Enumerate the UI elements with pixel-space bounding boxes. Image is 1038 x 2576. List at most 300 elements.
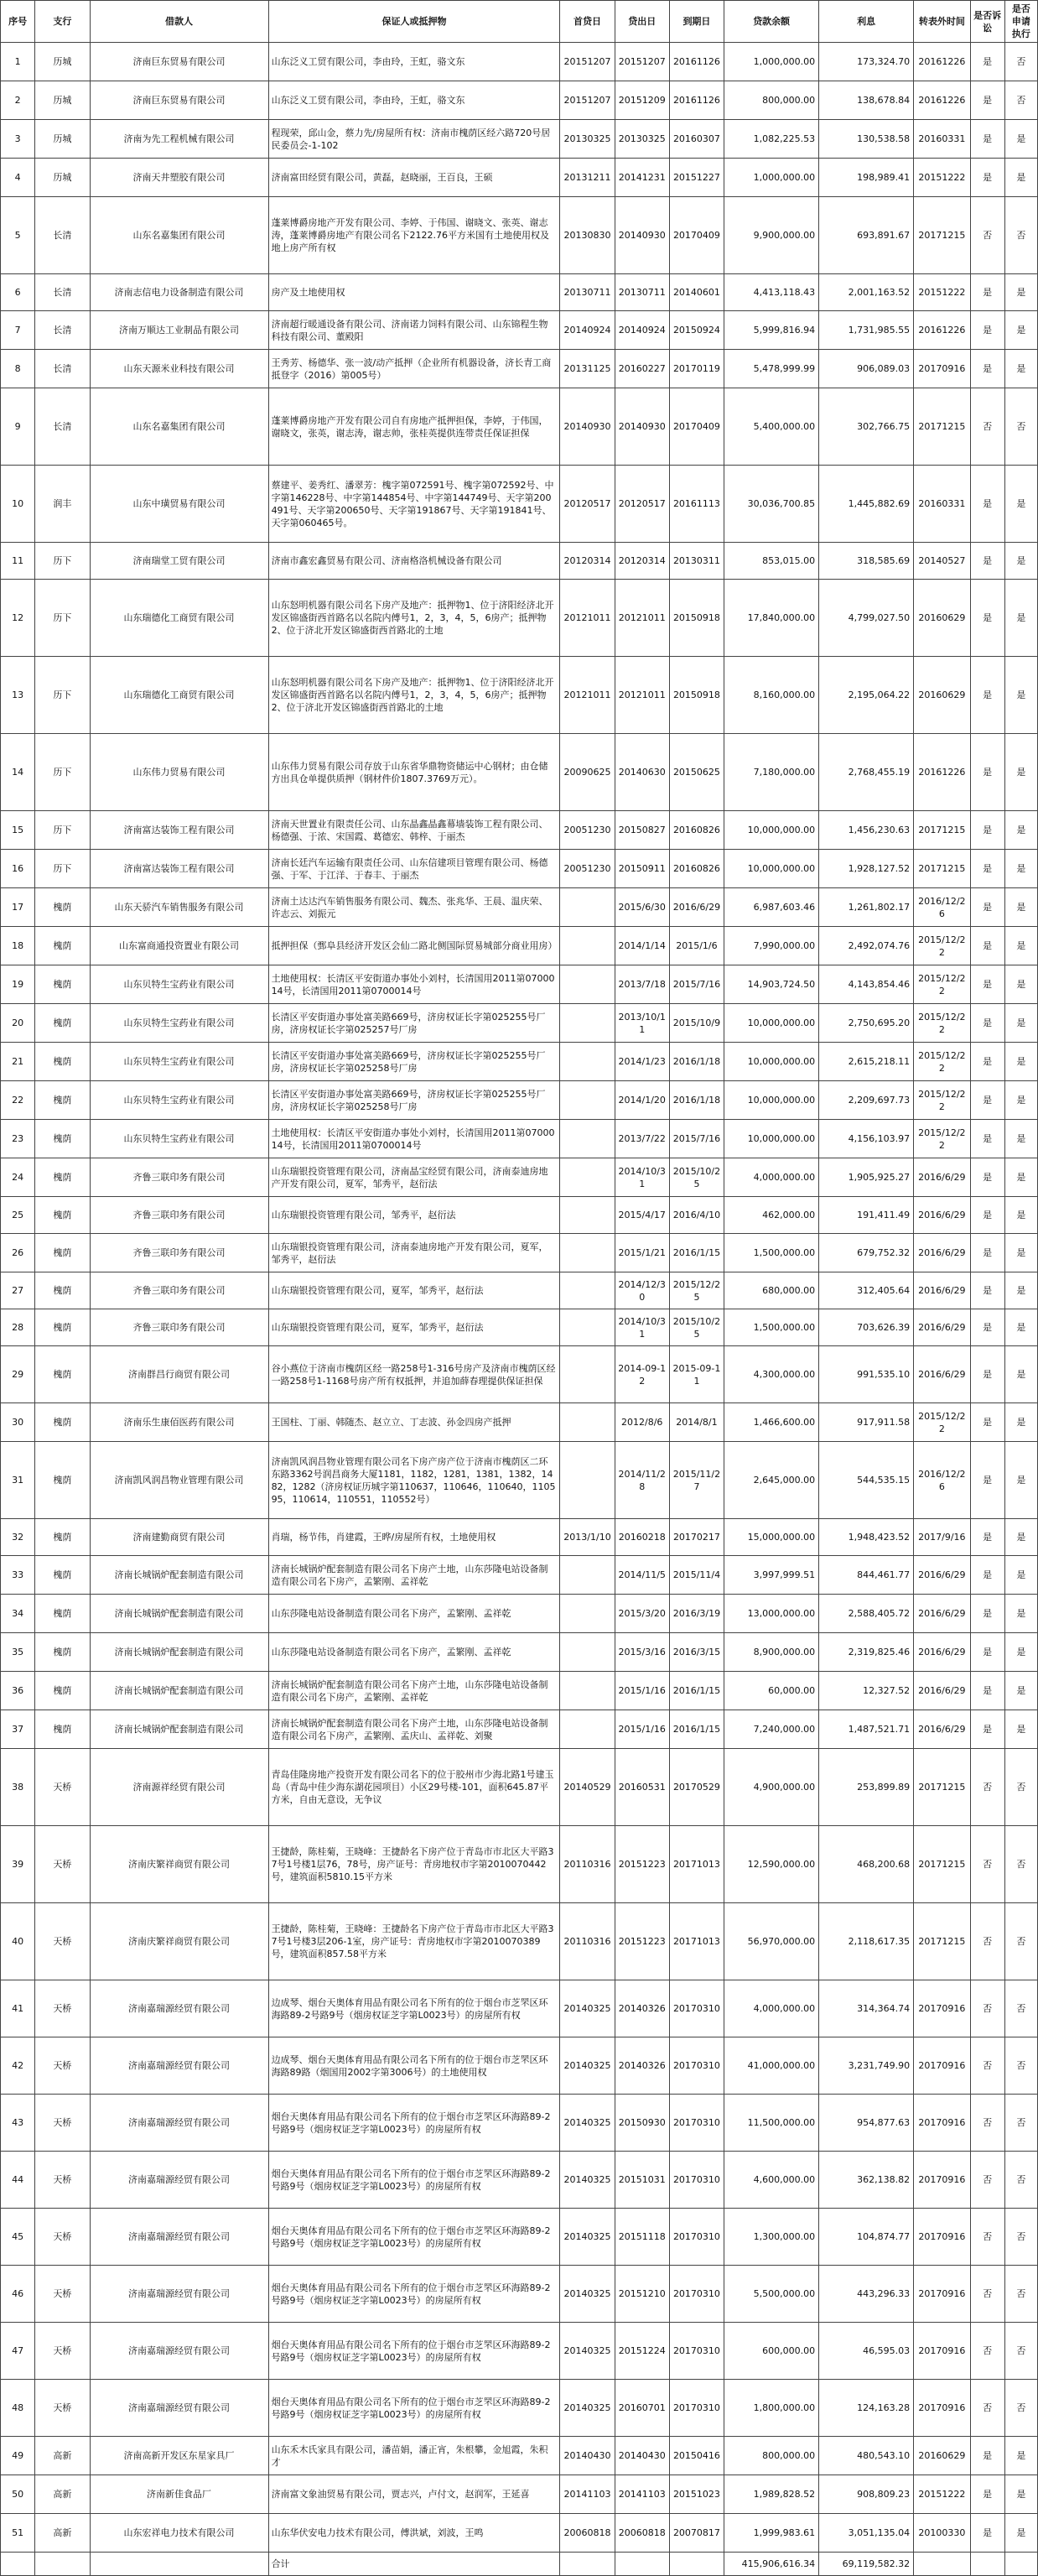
cell-litigation: 是 xyxy=(970,1403,1004,1442)
cell-interest: 1,445,882.69 xyxy=(819,466,914,543)
cell-no: 45 xyxy=(1,2209,35,2266)
cell-issue-date: 20160218 xyxy=(615,1519,669,1556)
cell-branch: 历城 xyxy=(35,43,90,81)
cell-litigation: 是 xyxy=(970,2437,1004,2475)
table-row xyxy=(1,2266,1038,2323)
cell-execution: 否 xyxy=(1004,2037,1037,2095)
col-header-first-loan-date: 首贷日 xyxy=(560,1,615,43)
cell-balance: 1,500,000.00 xyxy=(724,1309,819,1346)
cell-litigation: 是 xyxy=(970,81,1004,120)
cell-interest: 991,535.10 xyxy=(819,1346,914,1403)
cell-interest: 130,538.58 xyxy=(819,120,914,159)
cell-interest: 12,327.52 xyxy=(819,1672,914,1710)
cell-borrower: 济南嘉瑞源经贸有限公司 xyxy=(90,2380,268,2437)
cell-interest: 2,195,064.22 xyxy=(819,657,914,734)
cell-balance: 1,999,983.61 xyxy=(724,2514,819,2553)
cell-off-sheet-date: 20160629 xyxy=(914,580,970,657)
cell-off-sheet-date: 20170916 xyxy=(914,2152,970,2209)
cell-due-date: 20170409 xyxy=(669,388,724,466)
cell-issue-date: 20150827 xyxy=(615,811,669,850)
cell-interest: 302,766.75 xyxy=(819,388,914,466)
cell-off-sheet-date: 2016/6/29 xyxy=(914,1158,970,1197)
cell-balance: 17,840,000.00 xyxy=(724,580,819,657)
cell-execution: 否 xyxy=(1004,1903,1037,1980)
table-row xyxy=(1,811,1038,850)
cell-borrower: 济南长城锅炉配套制造有限公司 xyxy=(90,1633,268,1672)
cell-borrower: 齐鲁三联印务有限公司 xyxy=(90,1234,268,1272)
cell-branch: 天桥 xyxy=(35,2095,90,2152)
cell-borrower: 山东富商通投资置业有限公司 xyxy=(90,927,268,965)
cell-litigation: 是 xyxy=(970,850,1004,888)
col-header-issue-date: 贷出日 xyxy=(615,1,669,43)
cell-interest: 679,752.32 xyxy=(819,1234,914,1272)
cell-branch: 历下 xyxy=(35,734,90,811)
cell-issue-date: 2014/1/23 xyxy=(615,1043,669,1081)
cell-guarantor: 山东怒明机器有限公司名下房产及地产：抵押物1、位于济阳经济北开发区锦盛街西首路名以名院内傅号1，2，3，4，5，6房产；抵押物2、位于济北开发区锦盛街西首路北的土地 xyxy=(268,657,560,734)
cell-no: 32 xyxy=(1,1519,35,1556)
cell-execution: 是 xyxy=(1004,811,1037,850)
cell-off-sheet-date: 20161226 xyxy=(914,81,970,120)
cell-interest: 198,989.41 xyxy=(819,159,914,197)
cell-borrower: 济南富达装饰工程有限公司 xyxy=(90,811,268,850)
cell-balance: 30,036,700.85 xyxy=(724,466,819,543)
cell-litigation: 是 xyxy=(970,965,1004,1004)
total-cell-borrower xyxy=(90,2553,268,2576)
cell-no: 20 xyxy=(1,1004,35,1043)
cell-off-sheet-date: 2016/12/26 xyxy=(914,888,970,927)
cell-guarantor: 山东瑞银投资管理有限公司，济南泰迪房地产开发有限公司，夏军，邹秀平，赵衍法 xyxy=(268,1234,560,1272)
cell-branch: 历下 xyxy=(35,850,90,888)
cell-due-date: 2015/10/25 xyxy=(669,1158,724,1197)
col-header-balance: 贷款余额 xyxy=(724,1,819,43)
cell-borrower: 齐鲁三联印务有限公司 xyxy=(90,1197,268,1234)
table-row xyxy=(1,2437,1038,2475)
cell-guarantor: 济南超行暖通设备有限公司、济南诺力饲料有限公司、山东锦程生物科技有限公司、董殿阳 xyxy=(268,311,560,350)
cell-due-date: 2016/1/18 xyxy=(669,1043,724,1081)
cell-guarantor: 济南长廷汽车运输有限责任公司、山东信建项目管理有限公司、杨德强、于军、于江洋、于春丰、于丽杰 xyxy=(268,850,560,888)
cell-interest: 1,928,127.52 xyxy=(819,850,914,888)
cell-branch: 历下 xyxy=(35,580,90,657)
table-row xyxy=(1,657,1038,734)
total-cell-due xyxy=(669,2553,724,2576)
cell-branch: 槐荫 xyxy=(35,1004,90,1043)
cell-balance: 1,466,600.00 xyxy=(724,1403,819,1442)
cell-branch: 槐荫 xyxy=(35,1158,90,1197)
cell-off-sheet-date: 20140527 xyxy=(914,543,970,580)
cell-guarantor: 山东瑞银投资管理有限公司，夏军，邹秀平，赵衍法 xyxy=(268,1272,560,1309)
cell-due-date: 2016/4/10 xyxy=(669,1197,724,1234)
cell-litigation: 是 xyxy=(970,580,1004,657)
cell-litigation: 是 xyxy=(970,811,1004,850)
cell-guarantor: 长清区平安街道办事处富美路669号，济房权证长字第025255号厂房，济房权证长字第025258号厂房 xyxy=(268,1081,560,1120)
cell-borrower: 济南凯风润昌物业管理有限公司 xyxy=(90,1442,268,1519)
cell-execution: 是 xyxy=(1004,580,1037,657)
cell-interest: 1,487,521.71 xyxy=(819,1710,914,1749)
cell-interest: 3,231,749.90 xyxy=(819,2037,914,2095)
cell-guarantor: 山东怒明机器有限公司名下房产及地产：抵押物1、位于济阳经济北开发区锦盛街西首路名以名院内傅号1，2，3，4，5，6房产；抵押物2、位于济北开发区锦盛街西首路北的土地 xyxy=(268,580,560,657)
col-header-execution: 是否申请执行 xyxy=(1004,1,1037,43)
cell-no: 38 xyxy=(1,1749,35,1826)
table-row xyxy=(1,2380,1038,2437)
cell-due-date: 20170217 xyxy=(669,1519,724,1556)
cell-branch: 槐荫 xyxy=(35,1197,90,1234)
cell-interest: 908,809.23 xyxy=(819,2475,914,2514)
cell-litigation: 是 xyxy=(970,350,1004,388)
cell-no: 5 xyxy=(1,197,35,274)
table-row xyxy=(1,466,1038,543)
cell-balance: 15,000,000.00 xyxy=(724,1519,819,1556)
cell-balance: 14,903,724.50 xyxy=(724,965,819,1004)
cell-execution: 是 xyxy=(1004,1403,1037,1442)
cell-litigation: 是 xyxy=(970,1519,1004,1556)
cell-issue-date: 2015/3/16 xyxy=(615,1633,669,1672)
cell-borrower: 山东宏祥电力技术有限公司 xyxy=(90,2514,268,2553)
table-row xyxy=(1,2095,1038,2152)
cell-guarantor: 程现荣，邱山金，蔡力先/房屋所有权：济南市槐荫区经六路720号居民委员会-1-102 xyxy=(268,120,560,159)
cell-branch: 天桥 xyxy=(35,2037,90,2095)
cell-borrower: 济南长城锅炉配套制造有限公司 xyxy=(90,1595,268,1633)
cell-first-loan-date xyxy=(560,1004,615,1043)
cell-issue-date: 20130711 xyxy=(615,274,669,311)
cell-litigation: 是 xyxy=(970,1043,1004,1081)
cell-first-loan-date: 20140325 xyxy=(560,2209,615,2266)
cell-off-sheet-date: 20171215 xyxy=(914,811,970,850)
cell-off-sheet-date: 20161226 xyxy=(914,311,970,350)
table-row xyxy=(1,2152,1038,2209)
cell-execution: 否 xyxy=(1004,2380,1037,2437)
table-row xyxy=(1,1234,1038,1272)
cell-guarantor: 济南市鑫宏鑫贸易有限公司、济南格洛机械设备有限公司 xyxy=(268,543,560,580)
total-row xyxy=(1,2553,1038,2576)
cell-first-loan-date xyxy=(560,1120,615,1158)
cell-litigation: 是 xyxy=(970,274,1004,311)
cell-guarantor: 王捷龄，陈桂菊，王晓峰：王捷龄名下房产位于青岛市市北区大平路37号1号楼1层76，78号，房产证号：青房地权市字第2010070442号，建筑面积5810.15平方米 xyxy=(268,1826,560,1903)
cell-first-loan-date: 20060818 xyxy=(560,2514,615,2553)
cell-guarantor: 山东瑞银投资管理有限公司，济南晶宝经贸有限公司，济南泰迪房地产开发有限公司，夏军，邹秀平，赵衍法 xyxy=(268,1158,560,1197)
cell-execution: 是 xyxy=(1004,1556,1037,1595)
cell-due-date: 2015/11/27 xyxy=(669,1442,724,1519)
cell-interest: 2,750,695.20 xyxy=(819,1004,914,1043)
cell-guarantor: 济南土达达汽车销售服务有限公司、魏杰、张兆华、王晨、温庆荣、许志云、刘振元 xyxy=(268,888,560,927)
total-cell-exec xyxy=(1004,2553,1037,2576)
cell-borrower: 济南为先工程机械有限公司 xyxy=(90,120,268,159)
cell-guarantor: 山东瑞银投资管理有限公司，夏军，邹秀平，赵衍法 xyxy=(268,1309,560,1346)
cell-litigation: 是 xyxy=(970,1081,1004,1120)
cell-interest: 544,535.15 xyxy=(819,1442,914,1519)
cell-balance: 56,970,000.00 xyxy=(724,1903,819,1980)
cell-borrower: 济南嘉瑞源经贸有限公司 xyxy=(90,2209,268,2266)
cell-guarantor: 蓬莱博爵房地产开发有限公司自有房地产抵押担保，李婷，于伟国，谢晓文，张英，谢志涛，谢志帅，张桂英提供连带责任保证担保 xyxy=(268,388,560,466)
cell-first-loan-date: 20110316 xyxy=(560,1826,615,1903)
cell-no: 27 xyxy=(1,1272,35,1309)
cell-off-sheet-date: 20170916 xyxy=(914,1980,970,2037)
cell-execution: 否 xyxy=(1004,2095,1037,2152)
cell-off-sheet-date: 2016/6/29 xyxy=(914,1234,970,1272)
cell-due-date: 20150924 xyxy=(669,311,724,350)
cell-due-date: 20170310 xyxy=(669,2380,724,2437)
cell-execution: 否 xyxy=(1004,1749,1037,1826)
table-row xyxy=(1,120,1038,159)
cell-due-date: 20151023 xyxy=(669,2475,724,2514)
cell-due-date: 2015/11/4 xyxy=(669,1556,724,1595)
cell-no: 33 xyxy=(1,1556,35,1595)
cell-no: 40 xyxy=(1,1903,35,1980)
cell-branch: 槐荫 xyxy=(35,1633,90,1672)
cell-due-date: 2015/7/16 xyxy=(669,965,724,1004)
cell-off-sheet-date: 2015/12/22 xyxy=(914,1120,970,1158)
cell-balance: 41,000,000.00 xyxy=(724,2037,819,2095)
cell-first-loan-date xyxy=(560,1197,615,1234)
cell-due-date: 2015/1/6 xyxy=(669,927,724,965)
cell-guarantor: 山东华伏安电力技术有限公司，傅洪斌，刘波，王鸣 xyxy=(268,2514,560,2553)
cell-branch: 历城 xyxy=(35,120,90,159)
cell-guarantor: 烟台天奥体育用品有限公司名下所有的位于烟台市芝罘区环海路89-2号路9号（烟房权证芝字第L0023号）的房屋所有权 xyxy=(268,2209,560,2266)
table-row xyxy=(1,388,1038,466)
cell-no: 22 xyxy=(1,1081,35,1120)
cell-first-loan-date xyxy=(560,1403,615,1442)
cell-litigation: 是 xyxy=(970,1120,1004,1158)
cell-off-sheet-date: 2016/6/29 xyxy=(914,1197,970,1234)
cell-litigation: 是 xyxy=(970,927,1004,965)
cell-borrower: 齐鲁三联印务有限公司 xyxy=(90,1272,268,1309)
cell-litigation: 否 xyxy=(970,2209,1004,2266)
cell-guarantor: 山东莎隆电站设备制造有限公司名下房产，孟繁刚、孟祥乾 xyxy=(268,1595,560,1633)
cell-borrower: 山东中璜贸易有限公司 xyxy=(90,466,268,543)
cell-balance: 1,300,000.00 xyxy=(724,2209,819,2266)
table-row xyxy=(1,1120,1038,1158)
cell-off-sheet-date: 20170916 xyxy=(914,2266,970,2323)
cell-balance: 10,000,000.00 xyxy=(724,1120,819,1158)
cell-issue-date: 20151031 xyxy=(615,2152,669,2209)
table-row xyxy=(1,2514,1038,2553)
table-row xyxy=(1,1403,1038,1442)
cell-litigation: 是 xyxy=(970,159,1004,197)
table-row xyxy=(1,274,1038,311)
cell-issue-date: 20140326 xyxy=(615,1980,669,2037)
cell-branch: 槐荫 xyxy=(35,1595,90,1633)
ledger-body xyxy=(1,43,1038,2553)
cell-litigation: 是 xyxy=(970,1556,1004,1595)
cell-due-date: 20161126 xyxy=(669,43,724,81)
cell-off-sheet-date: 2015/12/22 xyxy=(914,927,970,965)
cell-due-date: 20171013 xyxy=(669,1903,724,1980)
cell-no: 11 xyxy=(1,543,35,580)
cell-borrower: 山东贝特生宝药业有限公司 xyxy=(90,965,268,1004)
cell-first-loan-date: 20151207 xyxy=(560,81,615,120)
cell-branch: 槐荫 xyxy=(35,1403,90,1442)
cell-no: 7 xyxy=(1,311,35,350)
cell-execution: 是 xyxy=(1004,2475,1037,2514)
cell-first-loan-date: 20140325 xyxy=(560,2380,615,2437)
cell-litigation: 否 xyxy=(970,197,1004,274)
cell-borrower: 济南志信电力设备制造有限公司 xyxy=(90,274,268,311)
cell-first-loan-date xyxy=(560,888,615,927)
cell-balance: 5,500,000.00 xyxy=(724,2266,819,2323)
total-interest: 69,119,582.32 xyxy=(819,2553,914,2576)
cell-branch: 历下 xyxy=(35,543,90,580)
cell-due-date: 2015/7/16 xyxy=(669,1120,724,1158)
cell-execution: 否 xyxy=(1004,2266,1037,2323)
cell-borrower: 济南庆繁祥商贸有限公司 xyxy=(90,1826,268,1903)
cell-due-date: 20170409 xyxy=(669,197,724,274)
cell-execution: 否 xyxy=(1004,81,1037,120)
cell-interest: 312,405.64 xyxy=(819,1272,914,1309)
cell-first-loan-date xyxy=(560,1309,615,1346)
header-row xyxy=(1,1,1038,43)
cell-branch: 天桥 xyxy=(35,2209,90,2266)
cell-no: 35 xyxy=(1,1633,35,1672)
cell-interest: 2,588,405.72 xyxy=(819,1595,914,1633)
cell-interest: 2,209,697.73 xyxy=(819,1081,914,1120)
cell-balance: 5,999,816.94 xyxy=(724,311,819,350)
cell-issue-date: 20140930 xyxy=(615,388,669,466)
cell-litigation: 是 xyxy=(970,466,1004,543)
table-row xyxy=(1,965,1038,1004)
cell-execution: 是 xyxy=(1004,274,1037,311)
cell-balance: 8,160,000.00 xyxy=(724,657,819,734)
cell-litigation: 否 xyxy=(970,1749,1004,1826)
cell-first-loan-date: 20121011 xyxy=(560,580,615,657)
cell-borrower: 山东名嘉集团有限公司 xyxy=(90,197,268,274)
cell-interest: 4,156,103.97 xyxy=(819,1120,914,1158)
cell-first-loan-date xyxy=(560,1158,615,1197)
cell-litigation: 是 xyxy=(970,1346,1004,1403)
cell-borrower: 济南长城锅炉配套制造有限公司 xyxy=(90,1556,268,1595)
cell-issue-date: 20151223 xyxy=(615,1903,669,1980)
col-header-interest: 利息 xyxy=(819,1,914,43)
table-row xyxy=(1,1081,1038,1120)
total-cell-first xyxy=(560,2553,615,2576)
table-row xyxy=(1,81,1038,120)
cell-issue-date: 2012/8/6 xyxy=(615,1403,669,1442)
table-row xyxy=(1,850,1038,888)
cell-balance: 4,000,000.00 xyxy=(724,1980,819,2037)
cell-litigation: 否 xyxy=(970,2266,1004,2323)
cell-litigation: 是 xyxy=(970,1710,1004,1749)
cell-litigation: 是 xyxy=(970,1272,1004,1309)
cell-litigation: 是 xyxy=(970,120,1004,159)
cell-balance: 7,990,000.00 xyxy=(724,927,819,965)
cell-first-loan-date: 20140325 xyxy=(560,2152,615,2209)
cell-issue-date: 20151207 xyxy=(615,43,669,81)
cell-balance: 1,000,000.00 xyxy=(724,43,819,81)
cell-no: 37 xyxy=(1,1710,35,1749)
cell-litigation: 否 xyxy=(970,2152,1004,2209)
cell-execution: 是 xyxy=(1004,657,1037,734)
table-row xyxy=(1,543,1038,580)
cell-due-date: 20161113 xyxy=(669,466,724,543)
cell-no: 28 xyxy=(1,1309,35,1346)
cell-balance: 8,900,000.00 xyxy=(724,1633,819,1672)
cell-guarantor: 山东伟力贸易有限公司存放于山东省华鼎物资储运中心钢材；由仓储方出具仓单提供质押（钢材件价1807.3769万元）。 xyxy=(268,734,560,811)
cell-balance: 2,645,000.00 xyxy=(724,1442,819,1519)
cell-borrower: 济南嘉瑞源经贸有限公司 xyxy=(90,2095,268,2152)
cell-due-date: 20170529 xyxy=(669,1749,724,1826)
cell-no: 46 xyxy=(1,2266,35,2323)
cell-first-loan-date: 20051230 xyxy=(560,811,615,850)
table-row xyxy=(1,927,1038,965)
cell-guarantor: 边成琴、烟台天奥体育用品有限公司名下所有的位于烟台市芝罘区环海路89-2号路9号（烟房权证芝字第L0023号）的房屋所有权 xyxy=(268,1980,560,2037)
cell-no: 50 xyxy=(1,2475,35,2514)
cell-issue-date: 20141103 xyxy=(615,2475,669,2514)
table-row xyxy=(1,1272,1038,1309)
cell-guarantor: 边成琴、烟台天奥体育用品有限公司名下所有的位于烟台市芝罘区环海路89路（烟国用2002字第3006号）的土地使用权 xyxy=(268,2037,560,2095)
cell-interest: 314,364.74 xyxy=(819,1980,914,2037)
cell-borrower: 山东瑞德化工商贸有限公司 xyxy=(90,580,268,657)
cell-interest: 480,543.10 xyxy=(819,2437,914,2475)
cell-execution: 是 xyxy=(1004,1442,1037,1519)
cell-borrower: 济南瑞堂工贸有限公司 xyxy=(90,543,268,580)
cell-branch: 长清 xyxy=(35,388,90,466)
cell-guarantor: 抵押担保（鄄阜县经济开发区会仙二路北侧国际贸易城部分商业用房） xyxy=(268,927,560,965)
cell-due-date: 20160307 xyxy=(669,120,724,159)
cell-first-loan-date: 20141103 xyxy=(560,2475,615,2514)
cell-guarantor: 长清区平安街道办事处富美路669号，济房权证长字第025255号厂房，济房权证长字第025258号厂房 xyxy=(268,1043,560,1081)
cell-issue-date: 20140924 xyxy=(615,311,669,350)
cell-borrower: 济南群昌行商贸有限公司 xyxy=(90,1346,268,1403)
cell-branch: 长清 xyxy=(35,274,90,311)
col-header-branch: 支行 xyxy=(35,1,90,43)
cell-borrower: 济南乐生康佰医药有限公司 xyxy=(90,1403,268,1442)
cell-litigation: 是 xyxy=(970,1197,1004,1234)
cell-branch: 槐荫 xyxy=(35,1043,90,1081)
cell-guarantor: 王捷龄，陈桂菊，王晓峰：王捷龄名下房产位于青岛市市北区大平路37号1号楼3层206-1室，房产证号：青房地权市字第2010070389号，建筑面积857.58平方米 xyxy=(268,1903,560,1980)
cell-issue-date: 20140430 xyxy=(615,2437,669,2475)
cell-no: 14 xyxy=(1,734,35,811)
cell-branch: 润丰 xyxy=(35,466,90,543)
cell-issue-date: 20140630 xyxy=(615,734,669,811)
cell-balance: 4,300,000.00 xyxy=(724,1346,819,1403)
cell-due-date: 20170310 xyxy=(669,2209,724,2266)
cell-off-sheet-date: 2015/12/22 xyxy=(914,1403,970,1442)
cell-interest: 362,138.82 xyxy=(819,2152,914,2209)
cell-due-date: 2016/1/15 xyxy=(669,1234,724,1272)
cell-guarantor: 济南长城锅炉配套制造有限公司名下房产土地，山东莎隆电站设备制造有限公司名下房产，孟繁刚、孟祥乾 xyxy=(268,1672,560,1710)
cell-branch: 槐荫 xyxy=(35,1442,90,1519)
cell-branch: 天桥 xyxy=(35,2152,90,2209)
cell-issue-date: 20151210 xyxy=(615,2266,669,2323)
cell-due-date: 20160826 xyxy=(669,850,724,888)
cell-execution: 是 xyxy=(1004,888,1037,927)
cell-issue-date: 20151209 xyxy=(615,81,669,120)
cell-branch: 历城 xyxy=(35,81,90,120)
cell-due-date: 20170310 xyxy=(669,2095,724,2152)
col-header-no: 序号 xyxy=(1,1,35,43)
cell-balance: 6,987,603.46 xyxy=(724,888,819,927)
cell-balance: 4,900,000.00 xyxy=(724,1749,819,1826)
cell-due-date: 20170310 xyxy=(669,2152,724,2209)
cell-due-date: 2015/12/25 xyxy=(669,1272,724,1309)
cell-borrower: 济南巨东贸易有限公司 xyxy=(90,43,268,81)
cell-branch: 长清 xyxy=(35,197,90,274)
cell-execution: 是 xyxy=(1004,311,1037,350)
cell-borrower: 山东贝特生宝药业有限公司 xyxy=(90,1081,268,1120)
cell-off-sheet-date: 2016/6/29 xyxy=(914,1346,970,1403)
cell-balance: 10,000,000.00 xyxy=(724,1043,819,1081)
cell-off-sheet-date: 20171215 xyxy=(914,388,970,466)
cell-execution: 是 xyxy=(1004,2437,1037,2475)
cell-branch: 槐荫 xyxy=(35,1556,90,1595)
cell-first-loan-date: 20131125 xyxy=(560,350,615,388)
cell-execution: 否 xyxy=(1004,388,1037,466)
cell-interest: 4,799,027.50 xyxy=(819,580,914,657)
cell-first-loan-date: 20140325 xyxy=(560,2095,615,2152)
cell-no: 16 xyxy=(1,850,35,888)
cell-interest: 2,319,825.46 xyxy=(819,1633,914,1672)
table-row xyxy=(1,734,1038,811)
cell-borrower: 济南高新开发区东星家具厂 xyxy=(90,2437,268,2475)
cell-first-loan-date: 20090625 xyxy=(560,734,615,811)
